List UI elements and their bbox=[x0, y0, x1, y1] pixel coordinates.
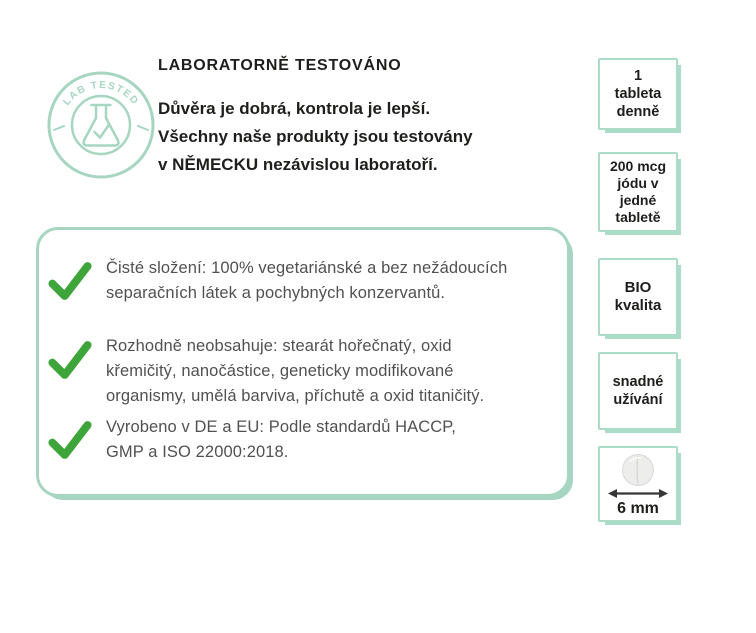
checklist-item bbox=[48, 334, 549, 409]
fact-card-bio-quality bbox=[598, 258, 678, 336]
tablet-size-label: 6 mm bbox=[617, 500, 659, 517]
lab-tested-badge bbox=[46, 70, 156, 180]
badge-right-dash bbox=[138, 126, 148, 130]
checklist-item-text: Rozhodně neobsahuje: stearát hořečnatý, oxid křemičitý, nanočástice, geneticky modifikované organismy, umělá barviva, příchutě a oxid titaničitý. bbox=[106, 337, 485, 405]
tablet-size-card bbox=[598, 446, 678, 522]
checklist-item bbox=[48, 256, 549, 306]
fact-label: 1 tableta denně bbox=[614, 68, 662, 120]
fact-card-daily-dose bbox=[598, 58, 678, 130]
fact-label: BIO kvalita bbox=[614, 279, 662, 314]
fact-label: snadné užívání bbox=[612, 374, 664, 408]
badge-left-dash bbox=[54, 126, 64, 130]
checklist-item-text: Vyrobeno v DE a EU: Podle standardů HACCP, GMP a ISO 22000:2018. bbox=[106, 418, 456, 461]
fact-card-easy-use bbox=[598, 352, 678, 430]
fact-label: 200 mcg jódu v jedné tabletě bbox=[609, 158, 667, 225]
intro-text: Důvěra je dobrá, kontrola je lepší. Všechny naše produkty jsou testovány v NĚMECKU nezávislou laboratoří. bbox=[158, 99, 473, 174]
tablet-icon bbox=[621, 453, 655, 487]
checklist-card bbox=[36, 227, 570, 497]
check-icon bbox=[48, 340, 92, 380]
flask-icon bbox=[84, 105, 119, 146]
checklist-item-text: Čisté složení: 100% vegetariánské a bez nežádoucích separačních látek a pochybných konzervantů. bbox=[106, 259, 508, 302]
fact-card-iodine-content bbox=[598, 152, 678, 232]
check-icon bbox=[48, 261, 92, 301]
checklist-item bbox=[48, 415, 549, 465]
page-title: LABORATORNĚ TESTOVÁNO bbox=[158, 57, 402, 74]
check-icon bbox=[48, 420, 92, 460]
size-arrow-icon bbox=[608, 488, 668, 499]
badge-arc-label: LAB TESTED bbox=[61, 79, 141, 108]
